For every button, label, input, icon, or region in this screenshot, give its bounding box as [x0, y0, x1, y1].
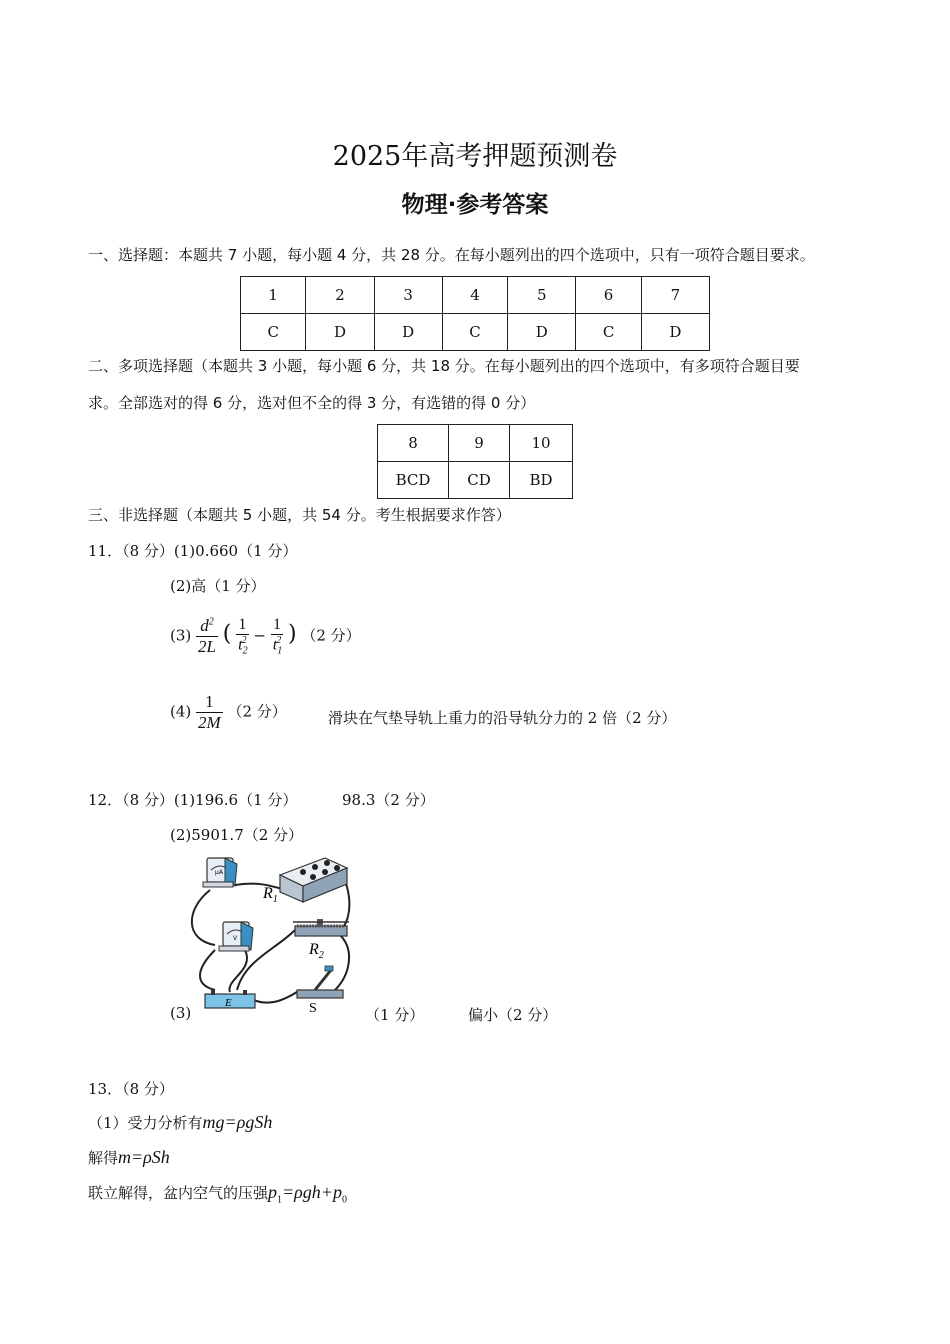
- switch-icon: [297, 966, 343, 998]
- formula-fraction: $\frac{1}{2M}$: [198, 692, 221, 732]
- battery-label: E: [225, 997, 232, 1009]
- q11-line1: 11．（8 分）(1)0.660（1 分）: [88, 542, 298, 560]
- circuit-wire: [192, 890, 215, 945]
- table-cell: D: [374, 314, 442, 351]
- table-cell: 2: [306, 277, 374, 314]
- table-cell: C: [241, 314, 306, 351]
- rheostat-icon: [293, 919, 349, 936]
- switch-label: S: [309, 1001, 317, 1016]
- table-cell: 1: [241, 277, 306, 314]
- table-cell: 10: [510, 425, 573, 462]
- table-cell: 7: [641, 277, 709, 314]
- formula-fraction: $\frac{1}{t_2^2}$: [238, 616, 248, 657]
- q11-part3-points: （2 分）: [301, 626, 361, 645]
- q11-line2: (2)高（1 分）: [170, 577, 266, 595]
- q13-line4-equation: $p_1=\rho gh+p_0$: [268, 1182, 347, 1206]
- table-cell: CD: [449, 462, 510, 499]
- circuit-figure: [185, 850, 360, 1020]
- q13-line3-text: 解得: [88, 1149, 119, 1167]
- table-cell: D: [508, 314, 576, 351]
- table-cell: 5: [508, 277, 576, 314]
- table-cell: BD: [510, 462, 573, 499]
- section2-answer-table: [377, 424, 573, 499]
- q13-line4-text: 联立解得，盆内空气的压强: [88, 1184, 269, 1202]
- q12-line1a: 12．（8 分）(1)196.6（1 分）: [88, 791, 298, 809]
- page-title: 2025年高考押题预测卷: [332, 141, 618, 172]
- voltmeter-label: V: [233, 935, 238, 942]
- q13-line2-equation: mg=ρgSh: [202, 1112, 273, 1132]
- q11-part4-points: （2 分）: [227, 702, 287, 721]
- table-row: [378, 425, 573, 462]
- r2-label: $R_2$: [309, 941, 324, 961]
- q12-part3-prefix: (3): [170, 1004, 192, 1022]
- table-row: [241, 277, 710, 314]
- q13-line1: 13．（8 分）: [88, 1080, 174, 1098]
- table-cell: D: [641, 314, 709, 351]
- table-cell: 8: [378, 425, 449, 462]
- page-subtitle: 物理·参考答案: [401, 192, 549, 218]
- resistance-box-icon: [280, 858, 347, 902]
- circuit-wire: [200, 950, 215, 990]
- q11-part4-prefix: (4): [170, 702, 192, 721]
- table-cell: 6: [576, 277, 641, 314]
- q13-line2-text: （1）受力分析有: [88, 1114, 203, 1132]
- r1-label: $R_1$: [263, 885, 278, 905]
- table-row: [241, 314, 710, 351]
- table-cell: 3: [374, 277, 442, 314]
- circuit-wire: [335, 935, 349, 990]
- table-cell: C: [576, 314, 641, 351]
- q13-line3: [88, 1147, 170, 1168]
- q11-part3-prefix: (3): [170, 626, 192, 645]
- q11-part4-text: 滑块在气垫导轨上重力的沿导轨分力的 2 倍（2 分）: [328, 709, 677, 727]
- formula-fraction: $\frac{d^2}{2L}$: [198, 616, 216, 656]
- q11-part3: (3) $\frac{d^2}{2L}$ ( $\frac{1}{t_2^2}$ − $\frac{1}{t_1^2}$ ) （2 分）: [170, 616, 361, 657]
- table-cell: 9: [449, 425, 510, 462]
- section3-heading: 三、非选择题（本题共 5 小题，共 54 分。考生根据要求作答）: [88, 506, 511, 524]
- table-cell: C: [442, 314, 507, 351]
- q11-part4: [170, 692, 287, 733]
- q13-line4: [88, 1182, 347, 1206]
- q12-line1b: 98.3（2 分）: [342, 791, 435, 809]
- table-cell: 4: [442, 277, 507, 314]
- table-row: [378, 462, 573, 499]
- q12-line2: (2)5901.7（2 分）: [170, 826, 304, 844]
- section1-heading: 一、选择题：本题共 7 小题，每小题 4 分，共 28 分。在每小题列出的四个选项中，只有一项符合题目要求。: [88, 246, 815, 264]
- section2-heading-line2: 求。全部选对的得 6 分，选对但不全的得 3 分，有选错的得 0 分）: [88, 394, 536, 412]
- q13-line2: [88, 1112, 272, 1133]
- q13-line3-equation: m=ρSh: [118, 1147, 170, 1167]
- q12-part3-result: 偏小（2 分）: [468, 1006, 558, 1024]
- table-cell: BCD: [378, 462, 449, 499]
- formula-fraction: $\frac{1}{t_1^2}$: [272, 616, 283, 657]
- section2-heading-line1: 二、多项选择题（本题共 3 小题，每小题 6 分，共 18 分。在每小题列出的四个选项中，有多项符合题目要: [88, 357, 800, 375]
- section1-answer-table: [240, 276, 710, 351]
- table-cell: D: [306, 314, 374, 351]
- q12-part3-points: （1 分）: [365, 1006, 425, 1024]
- microammeter-label: μA: [215, 869, 223, 876]
